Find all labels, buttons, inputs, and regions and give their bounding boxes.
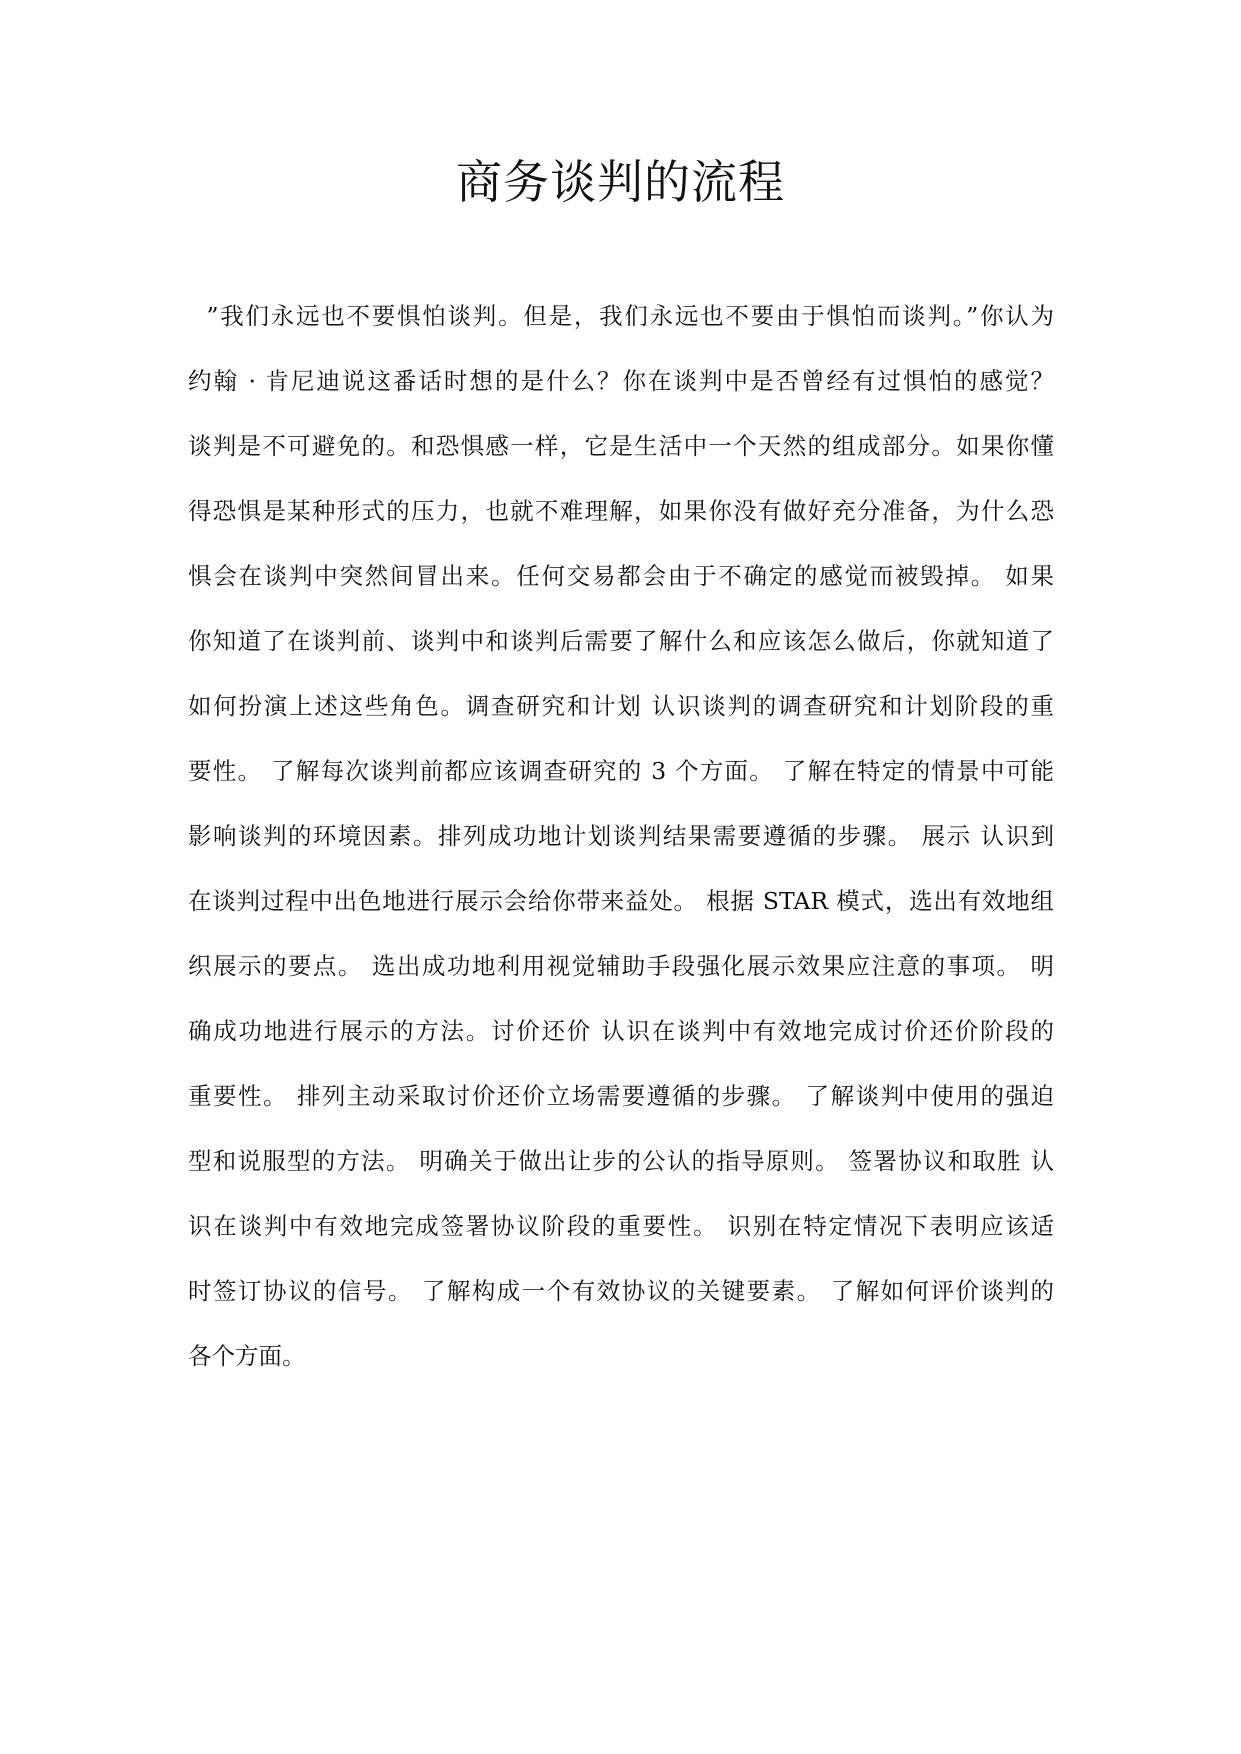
document-title: 商务谈判的流程 [456,155,785,209]
body-line: 谈判是不可避免的。和恐惧感一样，它是生活中一个天然的组成部分。如果你懂 [188,432,1054,460]
body-line: 惧会在谈判中突然间冒出来。任何交易都会由于不确定的感觉而被毁掉。 如果 [188,562,1054,590]
body-line: 约翰 · 肯尼迪说这番话时想的是什么？你在谈判中是否曾经有过惧怕的感觉？ [188,367,1054,395]
body-line: 识在谈判中有效地完成签署协议阶段的重要性。 识别在特定情况下表明应该适 [188,1212,1054,1240]
body-line: 你知道了在谈判前、谈判中和谈判后需要了解什么和应该怎么做后，你就知道了 [188,627,1054,655]
body-line: 得恐惧是某种形式的压力，也就不难理解，如果你没有做好充分准备，为什么恐 [188,497,1054,525]
body-line: 织展示的要点。 选出成功地利用视觉辅助手段强化展示效果应注意的事项。 明 [188,952,1054,980]
body-line: 如何扮演上述这些角色。调查研究和计划 认识谈判的调查研究和计划阶段的重 [188,692,1054,720]
body-line: 要性。 了解每次谈判前都应该调查研究的 3 个方面。 了解在特定的情景中可能 [188,757,1054,785]
body-line: 确成功地进行展示的方法。讨价还价 认识在谈判中有效地完成讨价还价阶段的 [188,1017,1054,1045]
body-line: 影响谈判的环境因素。排列成功地计划谈判结果需要遵循的步骤。 展示 认识到 [188,822,1054,850]
body-line: 重要性。 排列主动采取讨价还价立场需要遵循的步骤。 了解谈判中使用的强迫 [188,1082,1054,1110]
body-line: ”我们永远也不要惧怕谈判。但是，我们永远也不要由于惧怕而谈判。”你认为 [188,302,1054,330]
body-line: 在谈判过程中出色地进行展示会给你带来益处。 根据 STAR 模式，选出有效地组 [188,887,1054,915]
body-line: 型和说服型的方法。 明确关于做出让步的公认的指导原则。 签署协议和取胜 认 [188,1147,1054,1175]
body-line: 时签订协议的信号。 了解构成一个有效协议的关键要素。 了解如何评价谈判的 [188,1277,1054,1305]
document-body [188,284,1054,1389]
body-line: 各个方面。 [188,1342,306,1370]
